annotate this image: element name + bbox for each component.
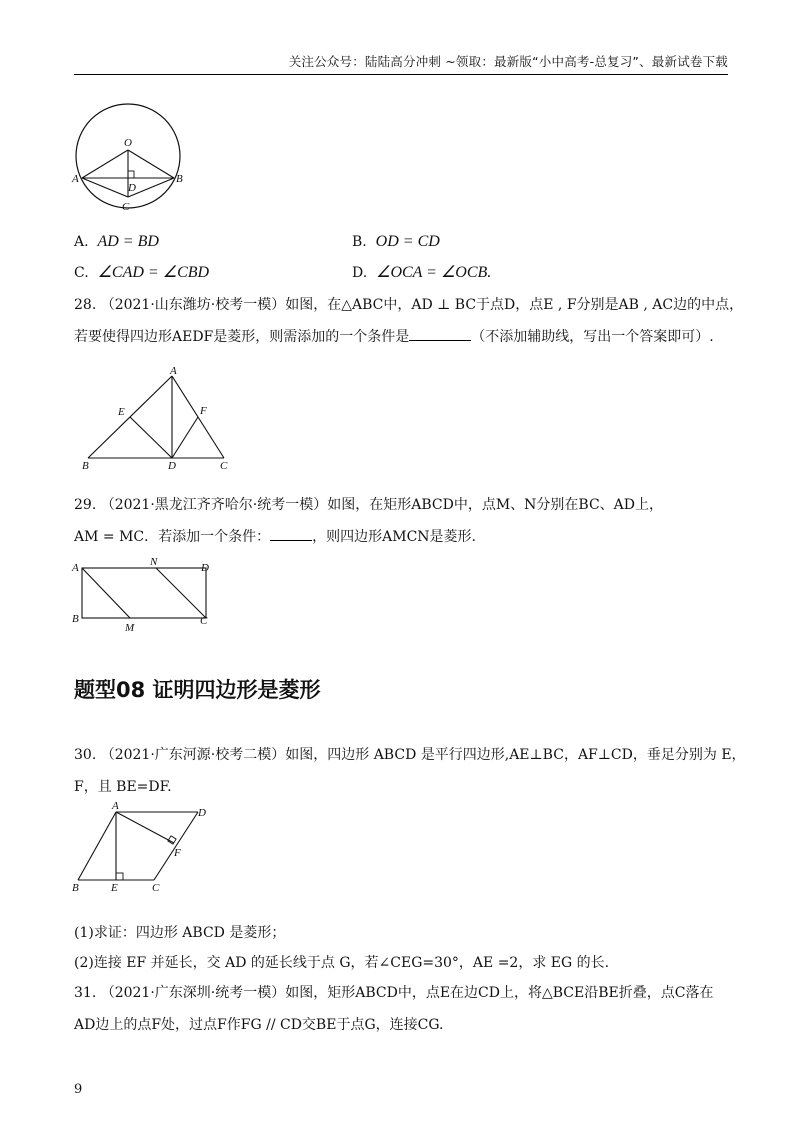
q30-part2: (2)连接 EF 并延长，交 AD 的延长线于点 G，若∠CEG=30°，AE =2，求 EG 的长. — [74, 955, 610, 971]
circle-figure — [70, 100, 190, 220]
page-header — [74, 52, 728, 75]
label-C: C — [220, 460, 228, 472]
q29-line1: 29. （2021·黑龙江齐齐哈尔·统考一模）如图，在矩形ABCD中，点M、N分别在BC、AD上， — [74, 497, 664, 513]
page-number: 9 — [74, 1082, 83, 1097]
label-N: N — [150, 556, 158, 568]
q30-line1: 30. （2021·广东河源·校考二模）如图，四边形 ABCD 是平行四边形,AE⊥BC，AF⊥CD，垂足分别为 E， — [74, 747, 746, 763]
label-E: E — [111, 882, 118, 894]
q31-line2: AD边上的点F处，过点F作FG // CD交BE于点G，连接CG. — [74, 1017, 444, 1033]
label-A: A — [72, 173, 79, 185]
label-M: M — [125, 622, 135, 634]
label-F: F — [174, 847, 181, 859]
option-a: A. AD = BD — [74, 233, 159, 250]
option-a-expr: AD = BD — [97, 233, 159, 250]
label-C: C — [152, 882, 160, 894]
label-C: C — [200, 615, 208, 627]
parallelogram-figure — [70, 798, 220, 898]
label-D: D — [168, 460, 176, 472]
rectangle-figure — [70, 556, 220, 636]
option-d-expr: ∠OCA = ∠OCB. — [376, 264, 492, 281]
label-D: D — [198, 807, 206, 819]
q28-line2: 若要使得四边形AEDF是菱形，则需添加的一个条件是 （不添加辅助线，写出一个答案即可）. — [74, 326, 714, 346]
label-E: E — [118, 406, 125, 418]
triangle-figure — [78, 364, 238, 472]
label-B: B — [72, 882, 79, 894]
answer-blank — [270, 526, 312, 541]
q30-part1: (1)求证：四边形 ABCD 是菱形； — [74, 925, 286, 941]
label-F: F — [200, 405, 207, 417]
option-b-expr: OD = CD — [375, 233, 440, 250]
answer-blank — [409, 326, 471, 341]
label-B: B — [176, 173, 183, 185]
option-c: C. ∠CAD = ∠CBD — [74, 264, 210, 281]
q30-line2: F，且 BE=DF. — [74, 779, 172, 795]
label-O: O — [124, 137, 132, 149]
section-heading: 题型08 证明四边形是菱形 — [74, 678, 321, 702]
label-A: A — [170, 365, 177, 377]
label-C: C — [122, 201, 130, 213]
label-A: A — [112, 800, 119, 812]
label-D: D — [128, 182, 136, 194]
header-text: 关注公众号：陆陆高分冲刺 ~领取：最新版“小中高考-总复习”、最新试卷下载 — [288, 54, 728, 69]
option-d: D. ∠OCA = ∠OCB. — [352, 264, 492, 281]
label-D: D — [201, 562, 209, 574]
label-B: B — [72, 613, 79, 625]
option-c-expr: ∠CAD = ∠CBD — [97, 264, 210, 281]
label-B: B — [82, 460, 89, 472]
label-A: A — [72, 562, 79, 574]
q29-line2: AM = MC．若添加一个条件： ，则四边形AMCN是菱形. — [74, 526, 476, 546]
option-b: B. OD = CD — [352, 233, 440, 250]
q28-line1: 28. （2021·山东潍坊·校考一模）如图，在△ABC中，AD ⊥ BC于点D，点E , F分别是AB , AC边的中点， — [74, 297, 744, 313]
q31-line1: 31. （2021·广东深圳·统考一模）如图，矩形ABCD中，点E在边CD上，将△BCE沿BE折叠，点C落在 — [74, 985, 714, 1001]
